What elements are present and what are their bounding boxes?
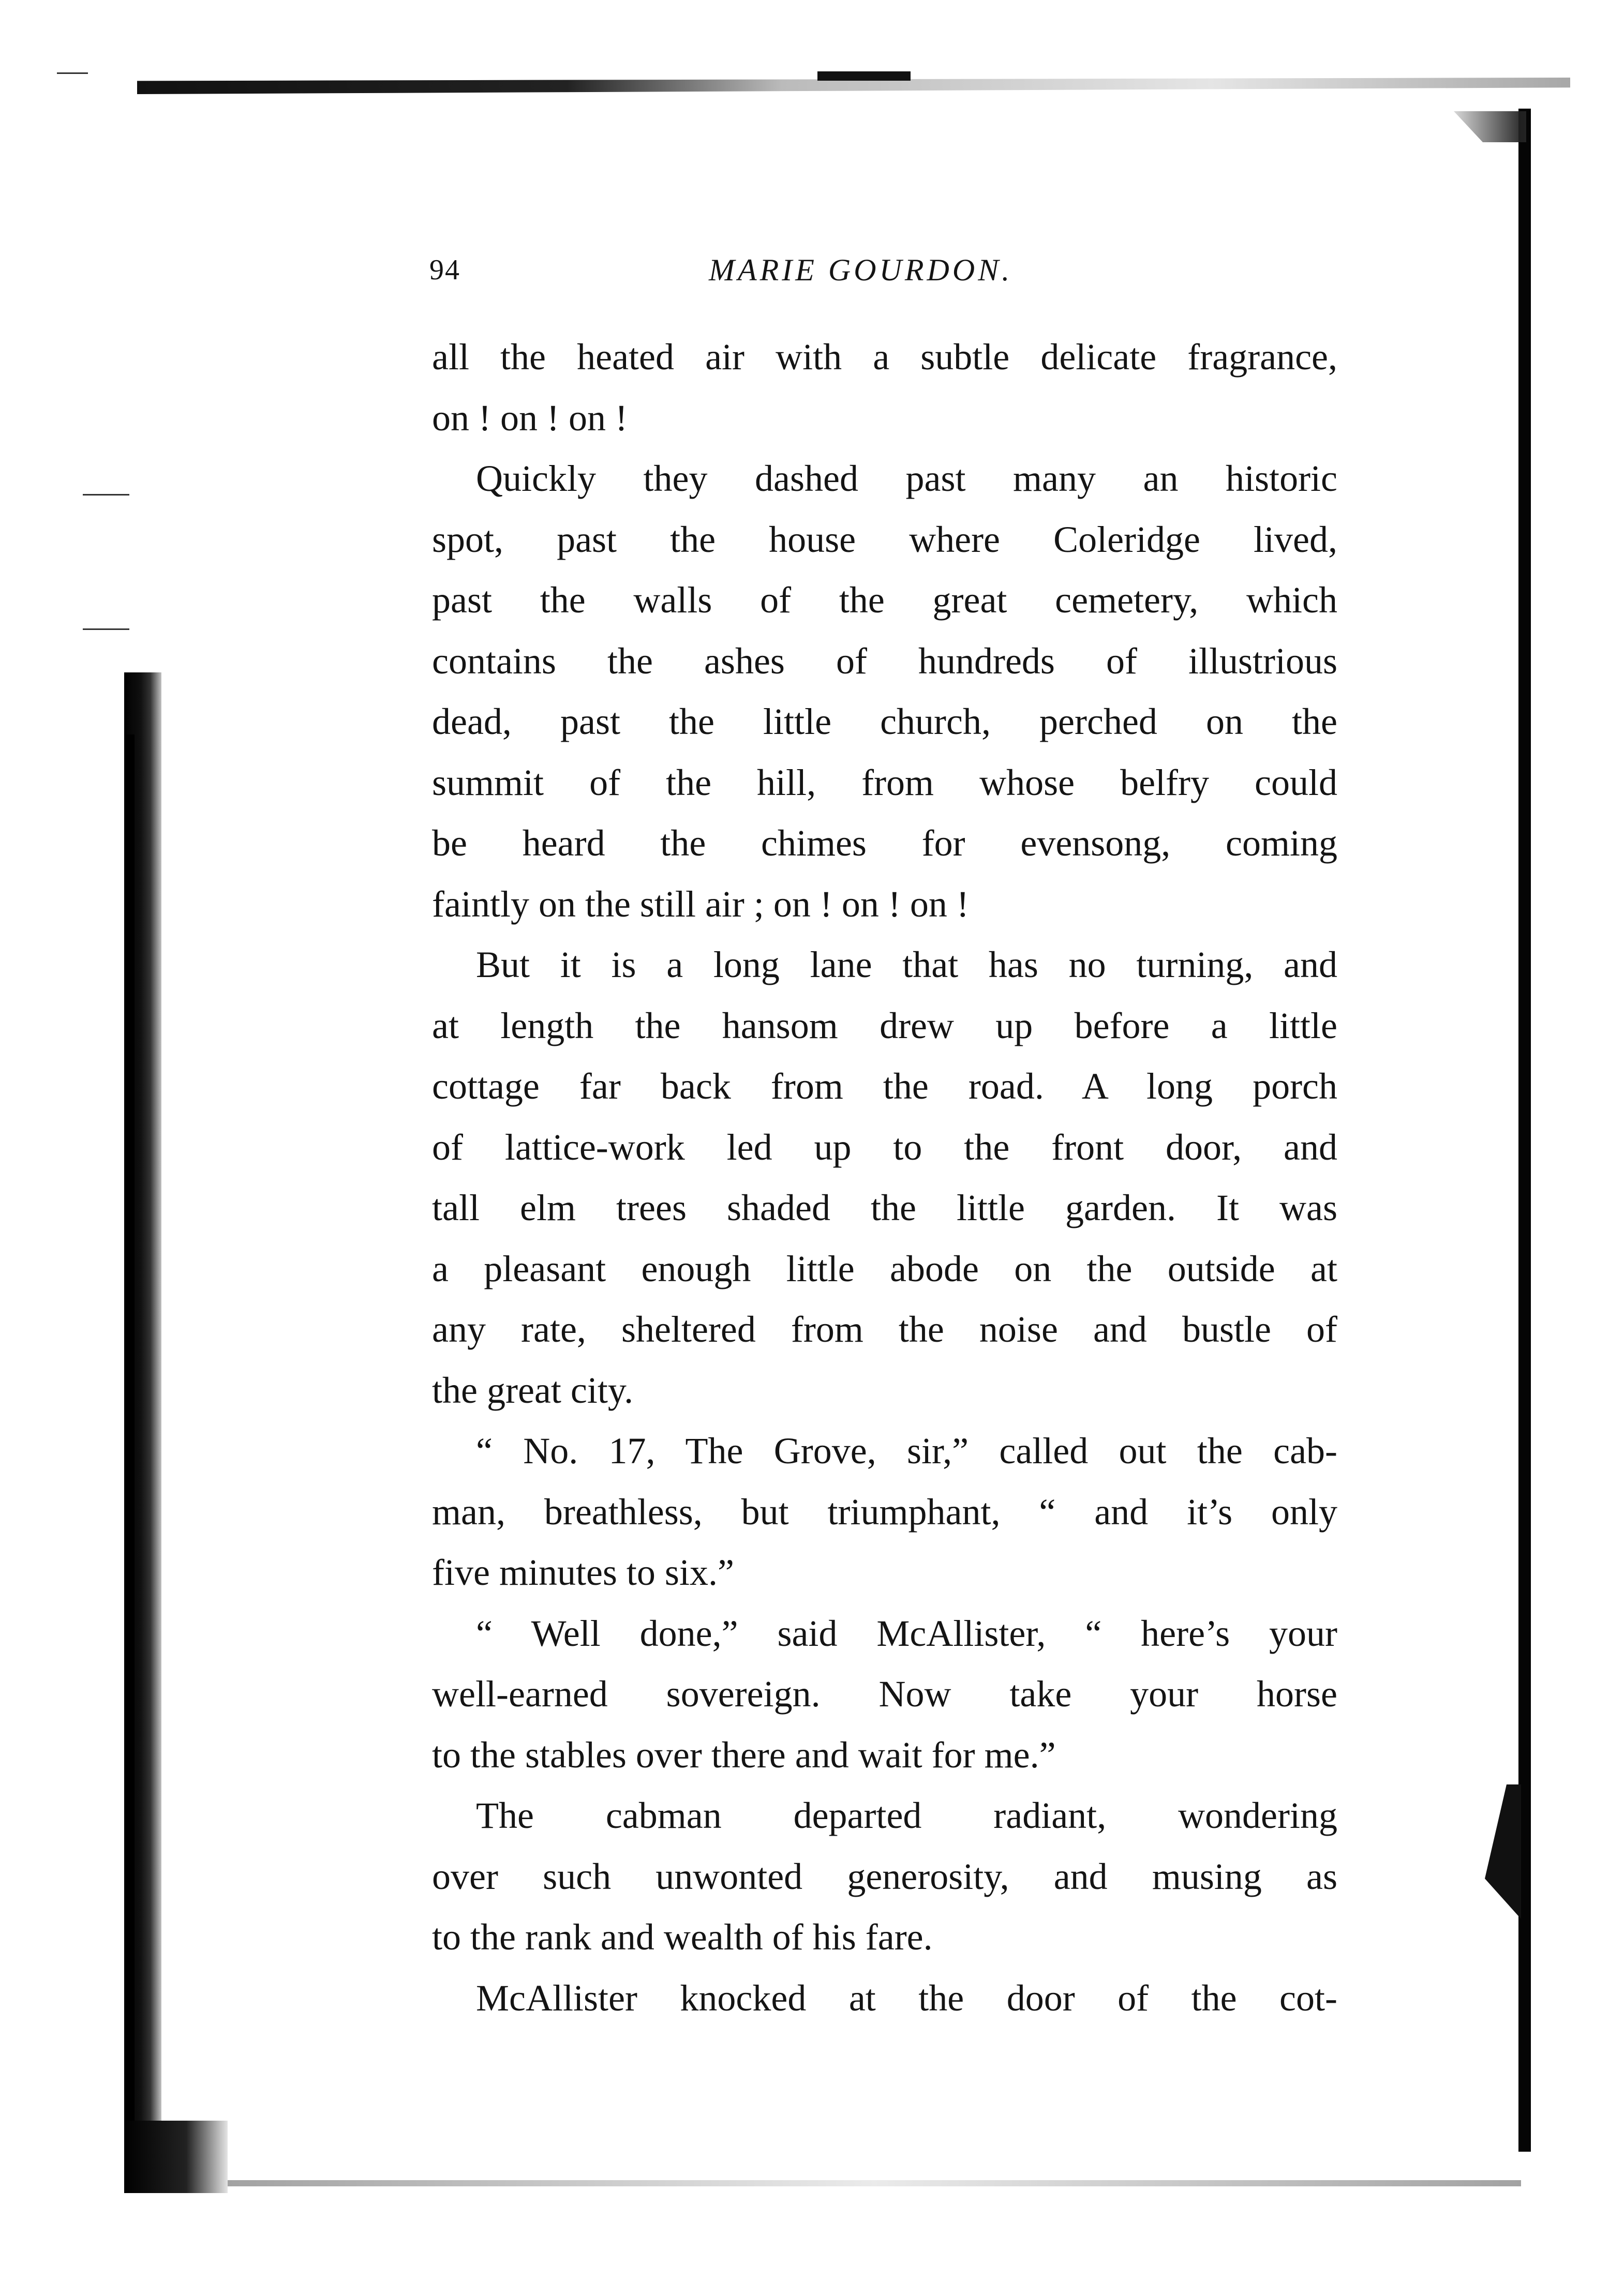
text-line: to the stables over there and wait for me.”: [432, 1734, 1056, 1776]
text-line: any rate, sheltered from the noise and bustle of: [432, 1309, 1337, 1350]
text-line: “ No. 17, The Grove, sir,” called out the cab-: [476, 1430, 1337, 1472]
text-line: a pleasant enough little abode on the outside at: [432, 1248, 1337, 1289]
text-line: McAllister knocked at the door of the cot-: [476, 1977, 1337, 2019]
text-line: spot, past the house where Coleridge lived,: [432, 518, 1337, 560]
text-line: dead, past the little church, perched on the: [432, 701, 1337, 742]
page-number: 94: [429, 254, 460, 286]
margin-tick: [83, 628, 129, 630]
page-left-edge-line: [124, 734, 135, 2183]
text-line: contains the ashes of hundreds of illustrious: [432, 640, 1337, 682]
page-top-edge-mark: [817, 71, 911, 81]
text-line: “ Well done,” said McAllister, “ here’s your: [476, 1612, 1337, 1654]
text-line: past the walls of the great cemetery, which: [432, 579, 1337, 621]
running-title: MARIE GOURDON.: [709, 253, 1013, 287]
text-line: But it is a long lane that has no turning, and: [476, 944, 1337, 985]
running-head: [429, 248, 1340, 295]
text-line: at length the hansom drew up before a little: [432, 1004, 1337, 1046]
page-right-top-shadow: [1454, 111, 1526, 142]
text-line: be heard the chimes for evensong, coming: [432, 822, 1337, 864]
text-line: summit of the hill, from whose belfry could: [432, 761, 1337, 803]
text-line: over such unwonted generosity, and musing as: [432, 1855, 1337, 1897]
body-text: [432, 327, 1337, 2029]
text-line: faintly on the still air ; on ! on ! on !: [432, 883, 969, 925]
text-line: The cabman departed radiant, wondering: [476, 1795, 1337, 1836]
margin-tick: [83, 494, 129, 496]
text-line: all the heated air with a subtle delicate fragrance,: [432, 336, 1337, 378]
text-line: tall elm trees shaded the little garden. It was: [432, 1187, 1337, 1228]
text-line: cottage far back from the road. A long porch: [432, 1066, 1337, 1107]
text-line: five minutes to six.”: [432, 1552, 734, 1593]
margin-tick: [57, 72, 88, 74]
page-bottom-left-shadow: [124, 2121, 228, 2193]
page-right-edge-flare: [1485, 1784, 1521, 1919]
text-line: the great city.: [432, 1369, 634, 1411]
text-line: man, breathless, but triumphant, “ and it’s only: [432, 1491, 1337, 1533]
text-line: on ! on ! on !: [432, 397, 628, 439]
text-line: of lattice-work led up to the front door, and: [432, 1126, 1337, 1168]
text-line: well-earned sovereign. Now take your horse: [432, 1673, 1337, 1715]
page-bottom-edge-shadow: [228, 2180, 1521, 2186]
text-line: Quickly they dashed past many an historic: [476, 458, 1337, 499]
text-line: to the rank and wealth of his fare.: [432, 1916, 933, 1958]
